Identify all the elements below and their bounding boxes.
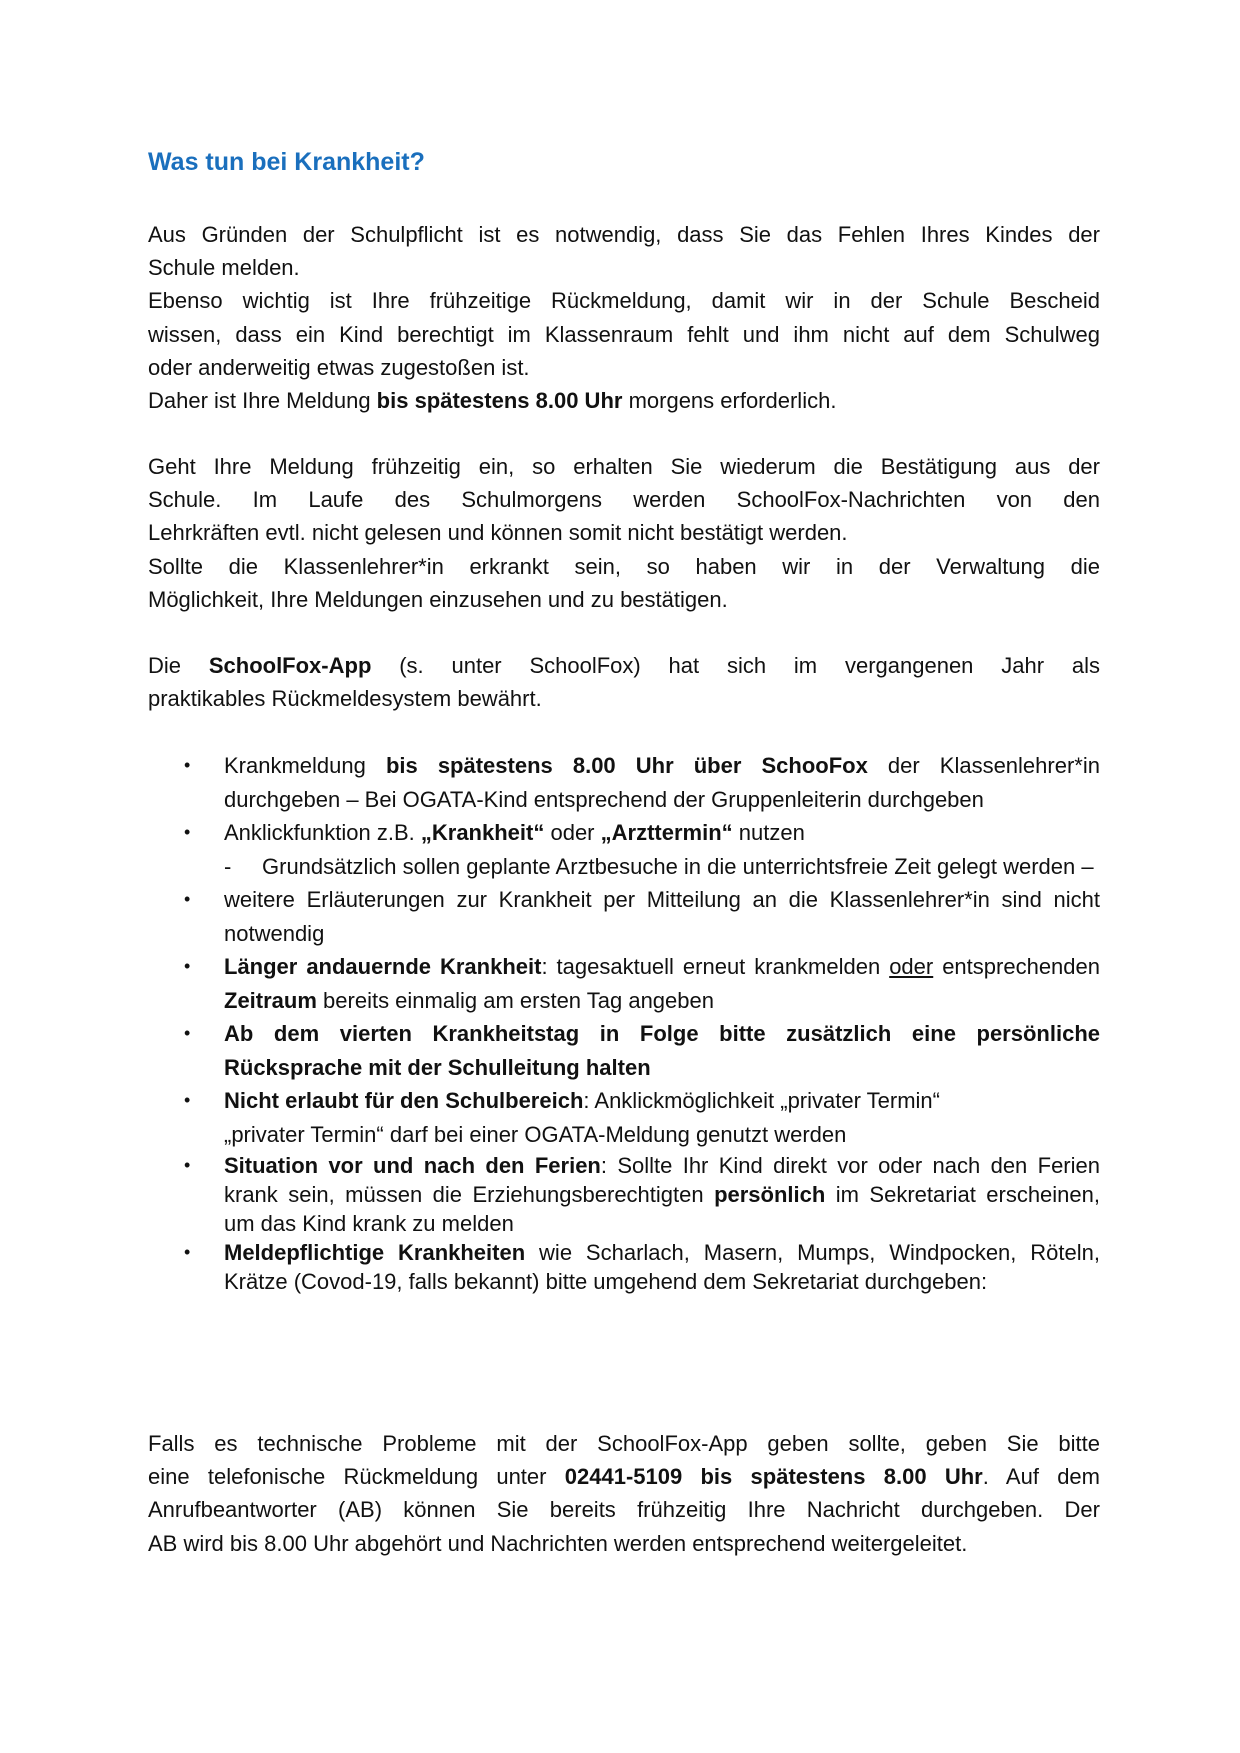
text: oder [544, 820, 601, 845]
emphasis: Situation vor und nach den Ferien [224, 1153, 601, 1178]
sub-list-item [148, 850, 1100, 884]
schoolfox-paragraph [148, 649, 1100, 715]
text: (s. unter SchoolFox) hat sich im vergangenen Jahr als [371, 653, 1100, 678]
bullet-icon: • [184, 1155, 191, 1175]
emphasis: Meldepflichtige Krankheiten [224, 1240, 526, 1265]
technical-line: Anrufbeantworter (AB) können Sie bereits frühzeitig Ihre Nachricht durchgeben. Der [148, 1497, 1100, 1523]
intro-line: oder anderweitig etwas zugestoßen ist. [148, 354, 530, 380]
text: Die [148, 653, 209, 678]
confirmation-line: Geht Ihre Meldung frühzeitig ein, so erhalten Sie wiederum die Bestätigung aus der [148, 454, 1100, 479]
dash-icon: - [224, 853, 232, 879]
bullet-icon: • [184, 755, 191, 775]
schoolfox-line [148, 649, 1100, 682]
text: entsprechenden [933, 954, 1100, 979]
text: „privater Termin“ darf bei einer OGATA-Meldung genutzt werden [224, 1121, 847, 1147]
deadline-line [148, 384, 1100, 417]
text: : Anklickmöglichkeit „privater Termin“ [583, 1088, 940, 1113]
bullet-icon: • [184, 1242, 191, 1262]
emphasis: „Arzttermin“ [600, 820, 733, 845]
intro-line: wissen, dass ein Kind berechtigt im Klassenraum fehlt und ihm nicht auf dem Schulweg [148, 321, 1100, 347]
text: : Sollte Ihr Kind direkt vor oder nach den Ferien krank sein, müssen die Erziehungsberechtigten [224, 1153, 1100, 1207]
text: Krankmeldung [224, 753, 386, 778]
technical-line: AB wird bis 8.00 Uhr abgehört und Nachrichten werden entsprechend weitergeleitet. [148, 1530, 968, 1556]
list-item [148, 1017, 1100, 1084]
emphasis: persönlich [714, 1182, 826, 1207]
list-item [148, 1084, 1100, 1151]
intro-line: Ebenso wichtig ist Ihre frühzeitige Rückmeldung, damit wir in der Schule Bescheid [148, 288, 1100, 314]
schoolfox-line: praktikables Rückmeldesystem bewährt. [148, 686, 542, 712]
intro-line: Aus Gründen der Schulpflicht ist es notwendig, dass Sie das Fehlen Ihres Kindes der [148, 222, 1100, 247]
bullet-icon: • [184, 956, 191, 976]
list-item [148, 816, 1100, 883]
emphasis: Ab dem vierten Krankheitstag in Folge bitte zusätzlich eine persönliche Rücksprache mit der Schulleitung halten [224, 1021, 1100, 1080]
text: Daher ist Ihre Meldung [148, 388, 377, 414]
intro-paragraph [148, 218, 1100, 417]
text: morgens erforderlich. [622, 388, 837, 414]
bullet-icon: • [184, 1090, 191, 1110]
text: der Klassenlehrer*in durchgeben – Bei OGATA-Kind entsprechend der Gruppenleiterin durchgeben [224, 753, 1100, 812]
underlined-text: oder [889, 954, 934, 979]
emphasis: Länger andauernde Krankheit [224, 954, 542, 979]
text: nutzen [732, 820, 805, 845]
technical-line [148, 1460, 1100, 1493]
confirmation-line: Sollte die Klassenlehrer*in erkrankt sein, so haben wir in der Verwaltung die [148, 553, 1100, 579]
deadline-emphasis: bis spätestens 8.00 Uhr [376, 388, 623, 414]
text: Anklickfunktion z.B. [224, 820, 421, 845]
list-item [148, 1238, 1100, 1296]
text: eine telefonische Rückmeldung unter [148, 1464, 565, 1490]
text: im Sekretariat erscheinen, um das Kind krank zu melden [224, 1182, 1100, 1236]
text: bereits einmalig am ersten Tag angeben [316, 987, 714, 1013]
list-item [148, 950, 1100, 1017]
list-item [148, 1151, 1100, 1238]
text: Grundsätzlich sollen geplante Arztbesuche in die unterrichtsfreie Zeit gelegt werden – [262, 853, 1094, 879]
text: . Auf dem [982, 1464, 1100, 1490]
intro-line: Schule melden. [148, 255, 300, 281]
technical-line: Falls es technische Probleme mit der SchoolFox-App geben sollte, geben Sie bitte [148, 1431, 1100, 1456]
confirmation-paragraph [148, 450, 1100, 616]
confirmation-line: Lehrkräften evtl. nicht gelesen und können somit nicht bestätigt werden. [148, 520, 848, 546]
schoolfox-app-emphasis: SchoolFox-App [208, 653, 372, 678]
technical-paragraph [148, 1427, 1100, 1560]
emphasis: bis spätestens 8.00 Uhr über SchooFox [385, 753, 868, 778]
text: weitere Erläuterungen zur Krankheit per Mitteilung an die Klassenlehrer*in sind nicht notwendig [224, 887, 1100, 946]
page-title: Was tun bei Krankheit? [148, 148, 425, 176]
rules-list [148, 749, 1100, 1296]
text: wie Scharlach, Masern, Mumps, Windpocken, Röteln, Krätze (Covod-19, falls bekannt) bitte umgehend dem Sekretariat durchgeben: [224, 1240, 1100, 1294]
emphasis: Zeitraum [224, 987, 317, 1013]
emphasis: „Krankheit“ [420, 820, 545, 845]
confirmation-line: Schule. Im Laufe des Schulmorgens werden SchoolFox-Nachrichten von den [148, 487, 1100, 513]
list-item [148, 749, 1100, 816]
confirmation-line: Möglichkeit, Ihre Meldungen einzusehen und zu bestätigen. [148, 586, 728, 612]
list-item [148, 883, 1100, 950]
emphasis: Nicht erlaubt für den Schulbereich [224, 1088, 584, 1113]
text: : tagesaktuell erneut krankmelden [541, 954, 890, 979]
bullet-icon: • [184, 1023, 191, 1043]
bullet-icon: • [184, 822, 191, 842]
phone-number-emphasis: 02441-5109 bis spätestens 8.00 Uhr [564, 1464, 983, 1490]
bullet-icon: • [184, 889, 191, 909]
